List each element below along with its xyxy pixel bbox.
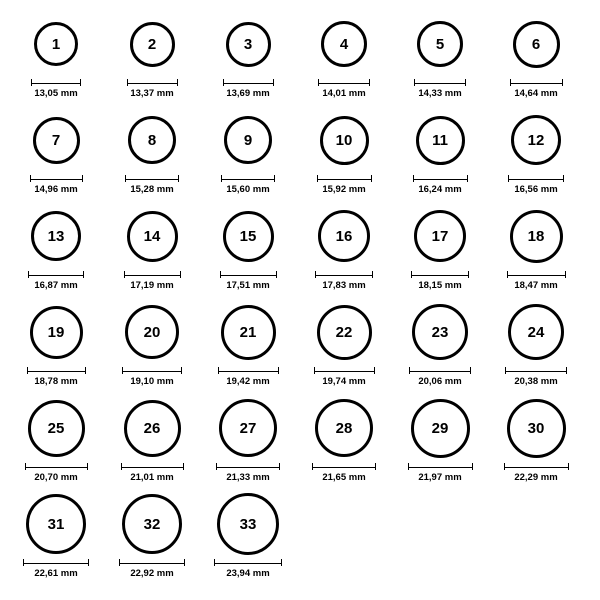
ring-size-cell	[488, 298, 584, 387]
ring-circle-wrap	[200, 490, 296, 558]
ring-diameter-label: 14,96 mm	[34, 184, 78, 195]
ring-size-label: 4	[339, 35, 349, 53]
ring-circle-icon	[219, 399, 277, 457]
dimension-line-icon	[409, 367, 471, 374]
ring-diameter-label: 22,92 mm	[130, 568, 174, 579]
ring-circle-wrap	[200, 106, 296, 174]
ring-size-label: 11	[432, 131, 448, 149]
ring-dimension	[223, 79, 274, 99]
ring-circle-icon	[223, 211, 274, 262]
ring-diameter-label: 19,74 mm	[322, 376, 366, 387]
ring-circle-wrap	[104, 202, 200, 270]
ring-size-cell	[296, 106, 392, 195]
ring-diameter-label: 13,05 mm	[34, 88, 78, 99]
ring-diameter-label: 21,97 mm	[418, 472, 462, 483]
ring-circle-wrap	[8, 10, 104, 78]
ring-size-cell	[200, 394, 296, 483]
dimension-line-icon	[411, 271, 469, 278]
ring-circle-wrap	[392, 202, 488, 270]
ring-size-label: 23	[431, 323, 449, 341]
ring-dimension	[317, 175, 372, 195]
ring-circle-icon	[30, 306, 83, 359]
dimension-line-icon	[216, 463, 280, 470]
ring-size-cell	[8, 394, 104, 483]
ring-diameter-label: 21,65 mm	[322, 472, 366, 483]
ring-circle-wrap	[392, 394, 488, 462]
ring-size-label: 2	[147, 35, 157, 53]
ring-dimension	[411, 271, 469, 291]
ring-dimension	[214, 559, 282, 579]
ring-dimension	[318, 79, 370, 99]
ring-circle-wrap	[392, 10, 488, 78]
ring-size-label: 5	[435, 35, 445, 53]
ring-circle-icon	[127, 211, 178, 262]
ring-dimension	[414, 79, 466, 99]
ring-circle-wrap	[488, 202, 584, 270]
dimension-line-icon	[507, 271, 566, 278]
ring-circle-wrap	[104, 394, 200, 462]
ring-size-cell	[104, 10, 200, 99]
ring-size-cell	[392, 10, 488, 99]
ring-circle-icon	[130, 22, 175, 67]
ring-size-label: 20	[143, 323, 161, 341]
ring-circle-wrap	[296, 298, 392, 366]
ring-size-cell	[488, 106, 584, 195]
ring-diameter-label: 20,70 mm	[34, 472, 78, 483]
ring-size-label: 14	[143, 227, 161, 245]
ring-row	[8, 298, 592, 394]
ring-size-cell	[488, 10, 584, 99]
ring-circle-icon	[508, 304, 564, 360]
ring-circle-icon	[217, 493, 279, 555]
ring-size-label: 25	[47, 419, 65, 437]
ring-circle-icon	[33, 117, 80, 164]
ring-dimension	[121, 463, 184, 483]
ring-dimension	[125, 175, 179, 195]
ring-dimension	[124, 271, 181, 291]
ring-size-label: 15	[239, 227, 257, 245]
ring-size-label: 16	[335, 227, 353, 245]
dimension-line-icon	[121, 463, 184, 470]
dimension-line-icon	[510, 79, 563, 86]
ring-dimension	[30, 175, 83, 195]
ring-circle-icon	[318, 210, 370, 262]
ring-size-label: 32	[143, 515, 161, 533]
ring-dimension	[409, 367, 471, 387]
ring-dimension	[413, 175, 468, 195]
ring-size-label: 33	[239, 515, 257, 533]
dimension-line-icon	[122, 367, 182, 374]
dimension-line-icon	[220, 271, 277, 278]
ring-dimension	[508, 175, 564, 195]
ring-diameter-label: 15,92 mm	[322, 184, 366, 195]
dimension-line-icon	[214, 559, 282, 566]
ring-circle-wrap	[200, 202, 296, 270]
ring-dimension	[312, 463, 376, 483]
ring-dimension	[31, 79, 81, 99]
ring-diameter-label: 18,47 mm	[514, 280, 558, 291]
ring-diameter-label: 16,56 mm	[514, 184, 558, 195]
ring-size-label: 31	[47, 515, 65, 533]
dimension-line-icon	[218, 367, 279, 374]
ring-circle-icon	[31, 211, 81, 261]
ring-dimension	[507, 271, 566, 291]
ring-circle-icon	[122, 494, 182, 554]
ring-dimension	[505, 367, 567, 387]
ring-diameter-label: 16,24 mm	[418, 184, 462, 195]
dimension-line-icon	[127, 79, 178, 86]
ring-diameter-label: 16,87 mm	[34, 280, 78, 291]
ring-circle-wrap	[8, 490, 104, 558]
dimension-line-icon	[317, 175, 372, 182]
ring-size-label: 27	[239, 419, 257, 437]
ring-diameter-label: 23,94 mm	[226, 568, 270, 579]
ring-size-label: 26	[143, 419, 161, 437]
ring-diameter-label: 17,19 mm	[130, 280, 174, 291]
ring-circle-wrap	[488, 394, 584, 462]
dimension-line-icon	[25, 463, 88, 470]
ring-diameter-label: 19,10 mm	[130, 376, 174, 387]
ring-diameter-label: 22,61 mm	[34, 568, 78, 579]
ring-circle-wrap	[488, 298, 584, 366]
ring-size-label: 18	[527, 227, 545, 245]
ring-size-label: 22	[335, 323, 353, 341]
dimension-line-icon	[28, 271, 84, 278]
ring-circle-icon	[511, 115, 561, 165]
ring-diameter-label: 21,01 mm	[130, 472, 174, 483]
ring-size-cell	[200, 106, 296, 195]
ring-circle-icon	[315, 399, 373, 457]
ring-size-cell	[392, 394, 488, 483]
dimension-line-icon	[314, 367, 375, 374]
dimension-line-icon	[119, 559, 185, 566]
dimension-line-icon	[31, 79, 81, 86]
ring-size-label: 1	[51, 35, 61, 53]
ring-dimension	[27, 367, 86, 387]
ring-diameter-label: 22,29 mm	[514, 472, 558, 483]
ring-size-cell	[296, 394, 392, 483]
ring-diameter-label: 13,37 mm	[130, 88, 174, 99]
ring-circle-icon	[224, 116, 272, 164]
ring-size-cell	[296, 10, 392, 99]
ring-size-cell	[392, 298, 488, 387]
ring-row	[8, 10, 592, 106]
ring-diameter-label: 18,78 mm	[34, 376, 78, 387]
ring-circle-icon	[28, 400, 85, 457]
ring-circle-icon	[221, 305, 276, 360]
ring-size-cell	[8, 490, 104, 579]
ring-dimension	[122, 367, 182, 387]
ring-circle-icon	[34, 22, 78, 66]
ring-circle-icon	[320, 116, 369, 165]
ring-circle-icon	[414, 210, 466, 262]
dimension-line-icon	[414, 79, 466, 86]
ring-diameter-label: 17,51 mm	[226, 280, 270, 291]
ring-dimension	[510, 79, 563, 99]
dimension-line-icon	[318, 79, 370, 86]
ring-circle-icon	[513, 21, 560, 68]
ring-circle-icon	[226, 22, 271, 67]
ring-size-label: 24	[527, 323, 545, 341]
ring-dimension	[221, 175, 275, 195]
ring-row	[8, 490, 592, 586]
ring-size-label: 13	[47, 227, 65, 245]
ring-size-cell	[8, 298, 104, 387]
ring-size-cell	[296, 298, 392, 387]
ring-dimension	[408, 463, 473, 483]
ring-size-cell	[200, 202, 296, 291]
ring-size-label: 7	[51, 131, 61, 149]
dimension-line-icon	[504, 463, 569, 470]
ring-diameter-label: 14,64 mm	[514, 88, 558, 99]
ring-size-cell	[392, 106, 488, 195]
ring-circle-icon	[321, 21, 367, 67]
ring-circle-icon	[317, 305, 372, 360]
ring-circle-wrap	[392, 106, 488, 174]
dimension-line-icon	[124, 271, 181, 278]
ring-size-cell	[200, 298, 296, 387]
ring-circle-wrap	[200, 298, 296, 366]
ring-diameter-label: 14,01 mm	[322, 88, 366, 99]
ring-circle-wrap	[8, 394, 104, 462]
ring-circle-wrap	[296, 202, 392, 270]
ring-size-cell	[104, 490, 200, 579]
ring-dimension	[220, 271, 277, 291]
ring-row	[8, 202, 592, 298]
ring-dimension	[119, 559, 185, 579]
ring-size-cell	[488, 202, 584, 291]
ring-circle-wrap	[104, 490, 200, 558]
ring-diameter-label: 13,69 mm	[226, 88, 270, 99]
ring-size-label: 3	[243, 35, 253, 53]
dimension-line-icon	[125, 175, 179, 182]
ring-size-label: 8	[147, 131, 157, 149]
dimension-line-icon	[408, 463, 473, 470]
ring-size-cell	[104, 106, 200, 195]
ring-diameter-label: 15,28 mm	[130, 184, 174, 195]
ring-circle-wrap	[488, 10, 584, 78]
ring-circle-wrap	[392, 298, 488, 366]
ring-size-cell	[296, 202, 392, 291]
ring-row	[8, 394, 592, 490]
ring-circle-wrap	[296, 106, 392, 174]
ring-circle-wrap	[296, 394, 392, 462]
ring-circle-icon	[510, 210, 563, 263]
ring-circle-wrap	[8, 298, 104, 366]
ring-size-cell	[200, 10, 296, 99]
ring-circle-icon	[26, 494, 86, 554]
ring-circle-wrap	[104, 106, 200, 174]
dimension-line-icon	[413, 175, 468, 182]
ring-row	[8, 106, 592, 202]
ring-diameter-label: 15,60 mm	[226, 184, 270, 195]
ring-circle-icon	[507, 399, 566, 458]
dimension-line-icon	[223, 79, 274, 86]
dimension-line-icon	[30, 175, 83, 182]
ring-size-label: 28	[335, 419, 353, 437]
ring-size-label: 21	[239, 323, 257, 341]
ring-dimension	[504, 463, 569, 483]
dimension-line-icon	[312, 463, 376, 470]
ring-dimension	[127, 79, 178, 99]
ring-dimension	[315, 271, 373, 291]
ring-circle-wrap	[8, 106, 104, 174]
ring-diameter-label: 21,33 mm	[226, 472, 270, 483]
ring-circle-wrap	[200, 10, 296, 78]
ring-circle-icon	[417, 21, 463, 67]
ring-circle-icon	[411, 399, 470, 458]
ring-size-label: 12	[527, 131, 545, 149]
ring-circle-icon	[412, 304, 468, 360]
ring-size-label: 17	[431, 227, 449, 245]
ring-diameter-label: 20,06 mm	[418, 376, 462, 387]
ring-dimension	[25, 463, 88, 483]
ring-size-cell	[104, 394, 200, 483]
ring-diameter-label: 19,42 mm	[226, 376, 270, 387]
ring-size-cell	[104, 298, 200, 387]
ring-dimension	[216, 463, 280, 483]
ring-size-label: 30	[527, 419, 545, 437]
ring-circle-icon	[124, 400, 181, 457]
ring-dimension	[218, 367, 279, 387]
ring-circle-wrap	[104, 298, 200, 366]
ring-diameter-label: 14,33 mm	[418, 88, 462, 99]
dimension-line-icon	[505, 367, 567, 374]
ring-diameter-label: 20,38 mm	[514, 376, 558, 387]
dimension-line-icon	[221, 175, 275, 182]
ring-size-label: 10	[335, 131, 353, 149]
ring-size-label: 6	[531, 35, 541, 53]
ring-dimension	[23, 559, 89, 579]
ring-size-label: 29	[431, 419, 449, 437]
ring-dimension	[314, 367, 375, 387]
dimension-line-icon	[315, 271, 373, 278]
dimension-line-icon	[508, 175, 564, 182]
ring-size-cell	[8, 10, 104, 99]
dimension-line-icon	[23, 559, 89, 566]
ring-size-cell	[200, 490, 296, 579]
ring-circle-wrap	[104, 10, 200, 78]
ring-circle-wrap	[488, 106, 584, 174]
ring-circle-wrap	[200, 394, 296, 462]
ring-size-cell	[8, 202, 104, 291]
ring-diameter-label: 18,15 mm	[418, 280, 462, 291]
ring-circle-icon	[416, 116, 465, 165]
ring-circle-icon	[128, 116, 176, 164]
ring-circle-icon	[125, 305, 179, 359]
ring-size-label: 9	[243, 131, 253, 149]
ring-size-cell	[8, 106, 104, 195]
ring-size-label: 19	[47, 323, 65, 341]
ring-dimension	[28, 271, 84, 291]
ring-diameter-label: 17,83 mm	[322, 280, 366, 291]
ring-size-cell	[488, 394, 584, 483]
ring-circle-wrap	[296, 10, 392, 78]
ring-size-cell	[104, 202, 200, 291]
ring-size-cell	[392, 202, 488, 291]
ring-circle-wrap	[8, 202, 104, 270]
dimension-line-icon	[27, 367, 86, 374]
